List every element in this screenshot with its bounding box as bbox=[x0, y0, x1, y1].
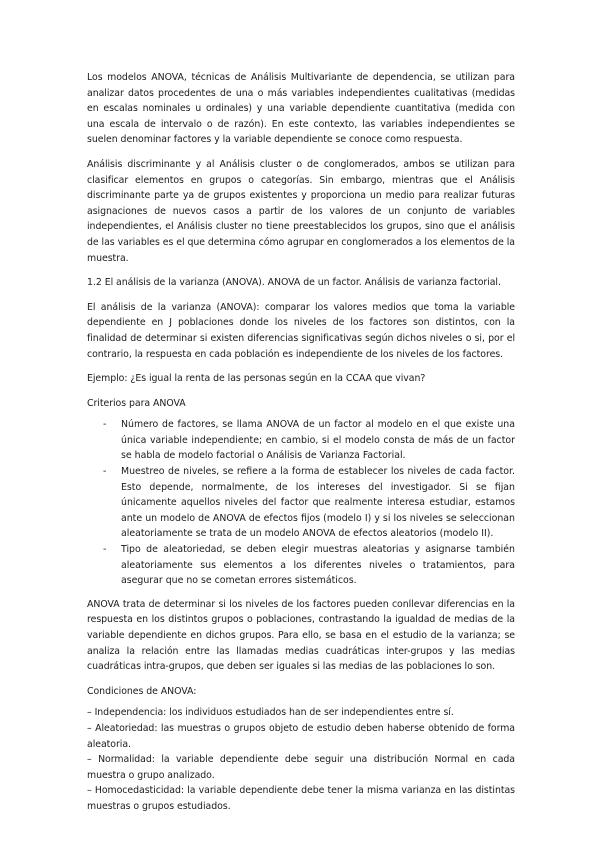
criteria-list bbox=[87, 417, 515, 589]
list-item: - Número de factores, se llama ANOVA de un factor al modelo en el que existe una única variable independiente; en cambio, si el modelo consta de más de un factor se habla de modelo factorial o Análisis de Varianza Factorial. bbox=[103, 419, 515, 462]
list-bullet: - bbox=[103, 544, 107, 556]
condition-item: – Homocedasticidad: la variable dependiente debe tener la misma varianza en las distintas muestras o grupos estudiados. bbox=[87, 785, 515, 812]
intro-paragraph: Los modelos ANOVA, técnicas de Análisis Multivariante de dependencia, se utilizan para analizar datos procedentes de una o más variables independientes cualitativas (medidas en escalas nominales u ordinales) y una variable dependiente cuantitativa (medida con una escala de intervalo o de razón). En este contexto, las variables independientes se suelen denominar factores y la variable dependiente se conoce como respuesta. bbox=[87, 72, 515, 146]
section-heading: 1.2 El análisis de la varianza (ANOVA). ANOVA de un factor. Análisis de varianza factorial. bbox=[87, 277, 501, 289]
list-bullet: - bbox=[103, 466, 107, 478]
list-item: - Muestreo de niveles, se refiere a la forma de establecer los niveles de cada factor. Esto depende, normalmente, de los intereses del investigador. Si se fijan únicamente aquellos niveles del factor que realmente interesa estudiar, estamos ante un modelo de ANOVA de efectos fijos (modelo I) y si los niveles se seleccionan aleatoriamente se trata de un modelo ANOVA de efectos aleatorios (modelo II). bbox=[103, 466, 515, 540]
list-item: - Tipo de aleatoriedad, se deben elegir muestras aleatorias y asignarse también aleatoriamente sus elementos a los diferentes niveles o tratamientos, para asegurar que no se cometan errores sistemáticos. bbox=[103, 544, 515, 587]
conditions-title: Condiciones de ANOVA: bbox=[87, 685, 197, 697]
list-bullet: - bbox=[103, 419, 107, 431]
discriminant-cluster-paragraph: Análisis discriminante y al Análisis cluster o de conglomerados, ambos se utilizan para clasificar elementos en grupos o categorías. Sin embargo, mientras que el Análisis discriminante parte ya de grupos existentes y proporciona un medio para realizar futuras asignaciones de nuevos casos a partir de los valores de un conjunto de variables independientes, el Análisis cluster no tiene preestablecidos los grupos, sino que el análisis de las variables es el que determina cómo agrupar en conglomerados a los elementos de la muestra. bbox=[87, 158, 515, 264]
anova-definition-paragraph: El análisis de la varianza (ANOVA): comparar los valores medios que toma la variable dependiente en J poblaciones donde los niveles de los factores son distintos, con la finalidad de determinar si existen diferencias significativas según dichos niveles o si, por el contrario, la respuesta en cada población es independiente de los niveles de los factores. bbox=[87, 301, 515, 360]
condition-item: – Normalidad: la variable dependiente debe seguir una distribución Normal en cada muestra o grupo analizado. bbox=[87, 754, 515, 781]
condition-item: – Independencia: los individuos estudiados han de ser independientes entre sí. bbox=[87, 707, 454, 719]
conditions-list bbox=[87, 705, 515, 814]
criteria-title: Criterios para ANOVA bbox=[87, 397, 186, 409]
condition-item: – Aleatoriedad: las muestras o grupos objeto de estudio deben haberse obtenido de forma aleatoria. bbox=[87, 722, 515, 750]
example-line: Ejemplo: ¿Es igual la renta de las personas según en la CCAA que vivan? bbox=[87, 373, 426, 385]
anova-purpose-paragraph: ANOVA trata de determinar si los niveles de los factores pueden conllevar diferencias en la respuesta en los distintos grupos o poblaciones, contrastando la igualdad de medias de la variable dependiente en dichos grupos. Para ello, se basa en el estudio de la varianza; se analiza la relación entre las llamadas medias cuadráticas inter-grupos y las medias cuadráticas intra-grupos, que deben ser iguales si las medias de las poblaciones lo son. bbox=[87, 598, 515, 673]
